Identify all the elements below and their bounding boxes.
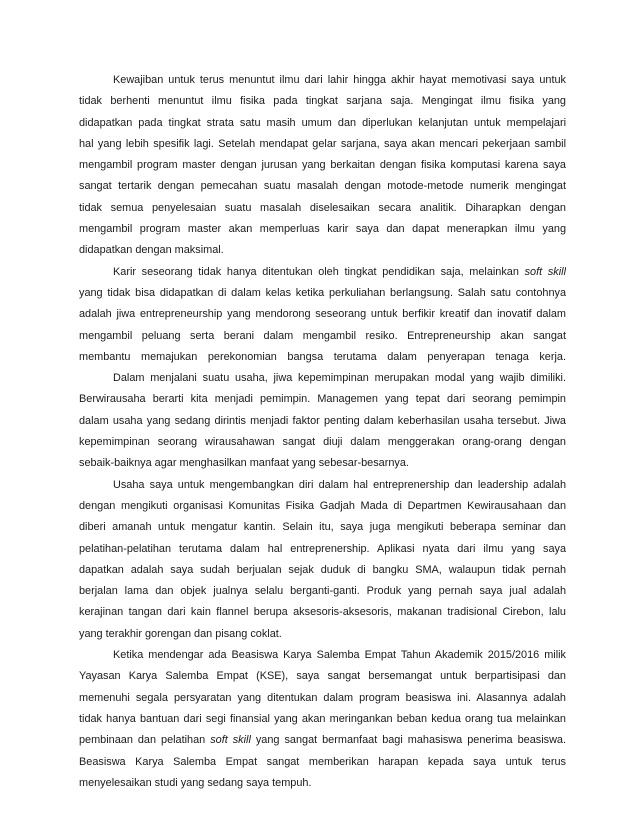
text-line: yang tidak bisa didapatkan di dalam kelas ketika perkuliahan berlangsung. Salah satu contohnya <box>79 286 566 299</box>
text-line: diberi amanah untuk mengatur kantin. Selain itu, saya juga mengikuti beberapa seminar dan <box>79 521 566 534</box>
text-line: memenuhi segala persyaratan yang ditentukan dalam program beasiswa ini. Alasannya adalah <box>79 691 566 704</box>
paragraph-2 <box>79 262 566 368</box>
text-line: Yayasan Karya Salemba Empat (KSE), saya sangat bersemangat untuk berpartisipasi dan <box>79 670 566 683</box>
document-page <box>79 70 566 794</box>
text-line: sangat tertarik dengan pemecahan suatu masalah dengan motode-metode numerik mengingat <box>79 180 566 193</box>
text-line: Kewajiban untuk terus menuntut ilmu dari lahir hingga akhir hayat memotivasi saya untuk <box>113 74 566 86</box>
text-line: Berwirausaha berarti kita menjadi pemimpin. Managemen yang tepat dari seorang pemimpin <box>79 393 566 406</box>
text-line <box>79 262 566 283</box>
text-line: adalah jiwa entrepreneurship yang mendorong seseorang untuk berfikir kreatif dan inovatif dalam <box>79 308 566 321</box>
text-line: tidak berhenti menuntut ilmu fisika pada tingkat sarjana saja. Mengingat ilmu fisika yang <box>79 95 566 108</box>
text-line: kepemimpinan seorang wirausahawan sangat diuji dalam menggerakan orang-orang dengan <box>79 436 566 449</box>
text-line <box>79 730 566 751</box>
paragraph-1 <box>79 70 566 262</box>
text-run: Karir seseorang tidak hanya ditentukan oleh tingkat pendidikan saja, melainkan <box>113 265 525 278</box>
text-line: sebaik-baiknya agar menghasilkan manfaat yang sebesar-besarnya. <box>79 457 409 470</box>
text-line: membantu memajukan perekonomian bangsa terutama dalam penyerapan tenaga kerja. <box>79 350 566 363</box>
text-line: tidak hanya bantuan dari segi finansial yang akan meringankan beban kedua orang tua melainkan <box>79 712 566 725</box>
text-line: Beasiswa Karya Salemba Empat sangat memberikan harapan kepada saya untuk terus <box>79 755 566 768</box>
text-line: Dalam menjalani suatu usaha, jiwa kepemimpinan merupakan modal yang wajib dimiliki. <box>113 372 566 385</box>
text-line: Usaha saya untuk mengembangkan diri dalam hal entreprenership dan leadership adalah <box>113 478 566 491</box>
text-line: dalam usaha yang sedang dirintis menjadi faktor penting dalam keberhasilan usaha tersebut. Jiwa <box>79 414 566 427</box>
text-line: mengambil peluang serta berani dalam mengambil resiko. Entrepreneurship akan sangat <box>79 329 566 342</box>
italic-term: soft skill <box>210 734 251 747</box>
paragraph-4 <box>79 475 566 645</box>
text-run: pembinaan dan pelatihan <box>79 734 211 747</box>
text-run: yang sangat bermanfaat bagi mahasiswa penerima beasiswa. <box>250 734 566 747</box>
paragraph-3 <box>79 368 566 474</box>
paragraph-5 <box>79 645 566 794</box>
text-line: didapatkan dengan maksimal. <box>79 244 224 257</box>
text-line: pelatihan-pelatihan terutama dalam hal entreprenership. Aplikasi nyata dari ilmu yang saya <box>79 542 566 555</box>
italic-term: soft skill <box>524 265 566 278</box>
text-line: dengan mengikuti organisasi Komunitas Fisika Gadjah Mada di Departmen Kewirausahaan dan <box>79 499 566 512</box>
text-line: Ketika mendengar ada Beasiswa Karya Salemba Empat Tahun Akademik 2015/2016 milik <box>113 649 566 662</box>
text-line: yang terakhir gorengan dan pisang coklat. <box>79 627 282 640</box>
text-line: didapatkan pada tingkat strata satu masih umum dan diperlukan kelanjutan untuk mempelajari <box>79 116 566 129</box>
text-line: menyelesaikan studi yang sedang saya tempuh. <box>79 776 312 789</box>
text-line: berjalan lama dan objek jualnya selalu berganti-ganti. Produk yang pernah saya jual adalah <box>79 585 566 598</box>
text-line: hal yang lebih spesifik lagi. Setelah mendapat gelar sarjana, saya akan mencari pekerjaan sambil <box>79 137 566 150</box>
text-line: mengambil program master akan memperluas karir saya dan dapat menerapkan ilmu yang <box>79 223 566 236</box>
text-line: dapatkan adalah saya sudah berjualan sejak duduk di bangku SMA, walaupun tidak pernah <box>79 563 566 576</box>
text-line: kerajinan tangan dari kain flannel berupa aksesoris-aksesoris, makanan tradisional Cirebon, lalu <box>79 606 566 619</box>
text-line: mengambil program master dengan jurusan yang berkaitan dengan fisika komputasi karena saya <box>79 159 566 172</box>
text-line: tidak semua penyelesaian suatu masalah diselesaikan secara analitik. Diharapkan dengan <box>79 201 566 214</box>
